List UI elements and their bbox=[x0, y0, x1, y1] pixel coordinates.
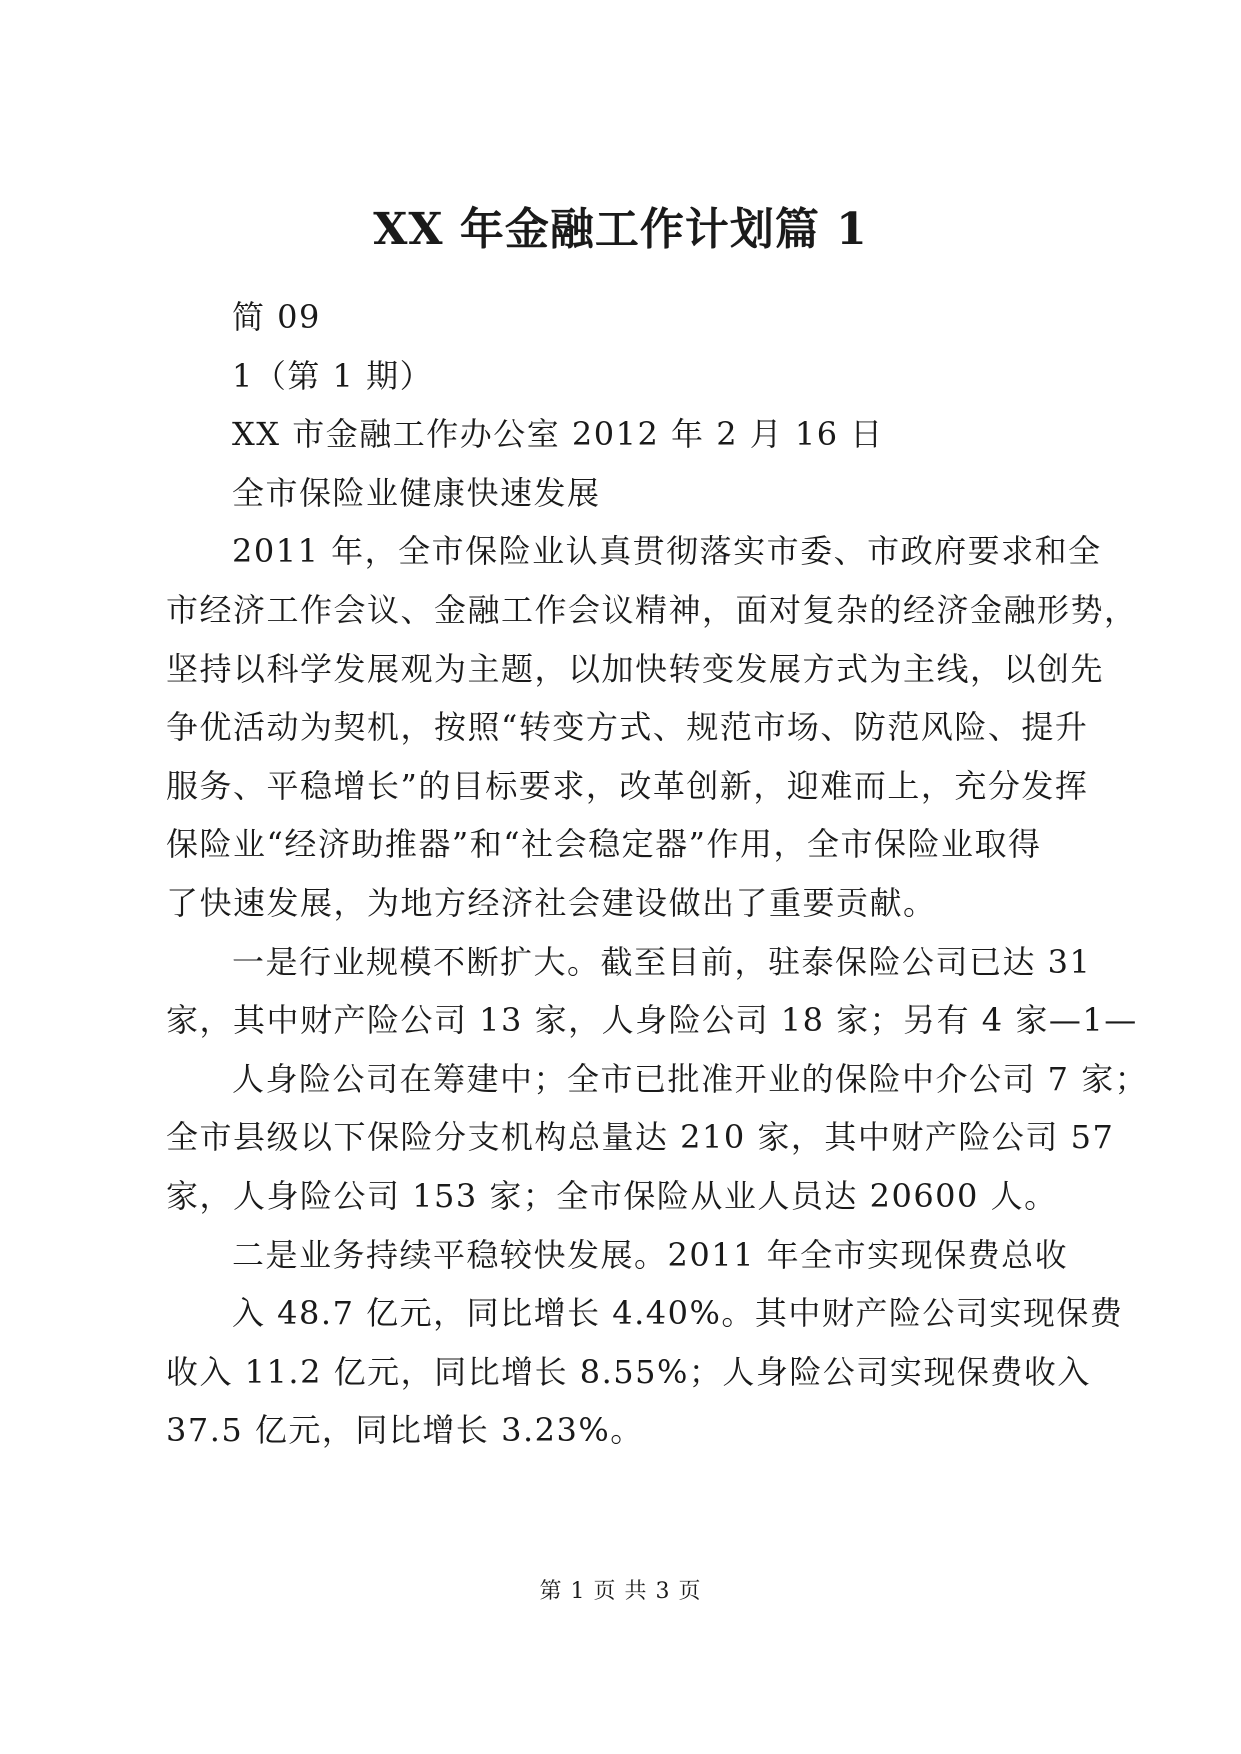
body-line: 37.5 亿元，同比增长 3.23%。 bbox=[166, 1411, 644, 1450]
body-line: 家，人身险公司 153 家；全市保险从业人员达 20600 人。 bbox=[166, 1176, 1058, 1215]
body-line: 市经济工作会议、金融工作会议精神，面对复杂的经济金融形势， bbox=[166, 590, 1138, 629]
body-line: 入 48.7 亿元，同比增长 4.40%。其中财产险公司实现保费 bbox=[232, 1294, 1124, 1333]
body-line: 全市县级以下保险分支机构总量达 210 家，其中财产险公司 57 bbox=[166, 1118, 1115, 1157]
body-line: 家，其中财产险公司 13 家，人身险公司 18 家；另有 4 家—1— bbox=[166, 1001, 1138, 1040]
body-line: XX 市金融工作办公室 2012 年 2 月 16 日 bbox=[232, 415, 884, 454]
body-line: 坚持以科学发展观为主题，以加快转变发展方式为主线，以创先 bbox=[166, 649, 1105, 688]
document-title: XX 年金融工作计划篇 1 bbox=[373, 204, 868, 255]
body-line: 保险业“经济助推器”和“社会稳定器”作用，全市保险业取得 bbox=[166, 825, 1042, 864]
body-line: 人身险公司在筹建中；全市已批准开业的保险中介公司 7 家； bbox=[232, 1059, 1149, 1098]
body-line: 全市保险业健康快速发展 bbox=[232, 473, 601, 512]
body-line: 1（第 1 期） bbox=[232, 356, 434, 395]
body-line: 2011 年，全市保险业认真贯彻落实市委、市政府要求和全 bbox=[232, 532, 1102, 571]
body-line: 一是行业规模不断扩大。截至目前，驻泰保险公司已达 31 bbox=[232, 942, 1092, 981]
body-line: 了快速发展，为地方经济社会建设做出了重要贡献。 bbox=[166, 883, 937, 922]
page-footer: 第 1 页 共 3 页 bbox=[539, 1579, 702, 1604]
body-line: 争优活动为契机，按照“转变方式、规范市场、防范风险、提升 bbox=[166, 708, 1089, 747]
body-line: 服务、平稳增长”的目标要求，改革创新，迎难而上，充分发挥 bbox=[166, 766, 1089, 805]
body-line: 二是业务持续平稳较快发展。2011 年全市实现保费总收 bbox=[232, 1235, 1069, 1274]
document-body bbox=[166, 288, 1149, 1460]
body-line: 简 09 bbox=[232, 298, 321, 336]
body-line: 收入 11.2 亿元，同比增长 8.55%；人身险公司实现保费收入 bbox=[166, 1352, 1091, 1391]
